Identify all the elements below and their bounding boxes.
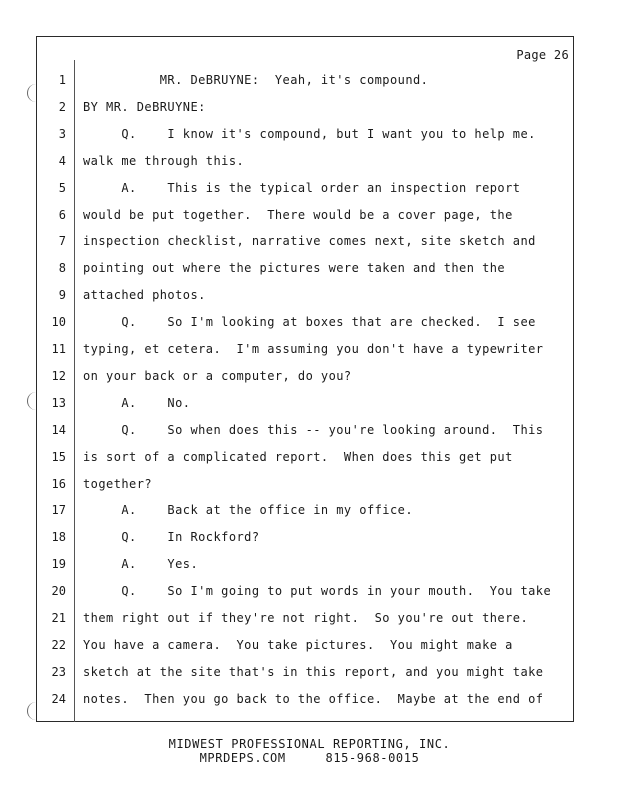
line-number: 6 <box>58 207 66 222</box>
transcript-line <box>0 71 619 89</box>
line-text: Q. So I'm going to put words in your mouth. You take <box>83 584 552 599</box>
line-text: You have a camera. You take pictures. You might make a <box>83 637 513 652</box>
line-number: 14 <box>51 422 66 437</box>
transcript-line <box>0 98 619 116</box>
footer-website: MPRDEPS.COM <box>199 751 286 765</box>
transcript-line <box>0 394 619 412</box>
transcript-line <box>0 528 619 546</box>
line-text: A. Yes. <box>83 557 199 572</box>
line-number: 21 <box>51 611 66 625</box>
transcript-line <box>0 421 619 439</box>
line-text: A. No. <box>83 395 191 410</box>
line-text: typing, et cetera. I'm assuming you don't have a typewriter <box>83 342 544 356</box>
line-text: sketch at the site that's in this report, and you might take <box>83 664 544 679</box>
line-number: 11 <box>51 342 66 356</box>
line-text: on your back or a computer, do you? <box>83 368 352 383</box>
line-text: MR. DeBRUYNE: Yeah, it's compound. <box>83 73 429 87</box>
line-number: 13 <box>51 395 66 410</box>
transcript-line <box>0 448 619 466</box>
footer-contact <box>0 751 619 765</box>
line-number: 16 <box>51 476 66 491</box>
transcript-line <box>0 367 619 385</box>
line-number: 15 <box>51 449 66 464</box>
transcript-line <box>0 582 619 600</box>
transcript-line <box>0 609 619 627</box>
line-number: 19 <box>51 557 66 572</box>
page-number: Page 26 <box>516 48 569 62</box>
line-text: is sort of a complicated report. When does this get put <box>83 449 513 464</box>
transcript-line <box>0 501 619 519</box>
line-number: 18 <box>51 530 66 545</box>
line-text: Q. So when does this -- you're looking around. This <box>83 422 544 437</box>
line-text: together? <box>83 476 153 491</box>
line-text: BY MR. DeBRUYNE: <box>83 99 206 114</box>
line-number: 24 <box>51 691 66 706</box>
transcript-line <box>0 555 619 573</box>
line-text: would be put together. There would be a cover page, the <box>83 207 513 222</box>
line-number: 7 <box>58 234 66 249</box>
transcript-line <box>0 179 619 197</box>
line-number: 9 <box>58 288 66 303</box>
transcript-line <box>0 152 619 170</box>
line-number: 8 <box>58 261 66 276</box>
transcript-line <box>0 663 619 681</box>
line-number: 3 <box>58 126 66 141</box>
line-number: 10 <box>51 315 66 330</box>
line-number: 17 <box>51 503 66 518</box>
line-text: pointing out where the pictures were taken and then the <box>83 261 506 276</box>
line-text: attached photos. <box>83 288 206 303</box>
line-text: Q. I know it's compound, but I want you to help me. <box>83 126 536 141</box>
line-number: 2 <box>58 99 66 114</box>
line-text: A. Back at the office in my office. <box>83 503 414 518</box>
transcript-line <box>0 313 619 331</box>
transcript-line <box>0 690 619 708</box>
line-number: 5 <box>58 180 66 195</box>
transcript-line <box>0 636 619 654</box>
line-number: 20 <box>51 584 66 599</box>
footer-phone: 815-968-0015 <box>325 751 420 765</box>
transcript-line <box>0 286 619 304</box>
line-number: 4 <box>58 153 66 168</box>
line-text: Q. So I'm looking at boxes that are checked. I see <box>83 315 536 330</box>
transcript-line <box>0 232 619 250</box>
transcript-line <box>0 340 619 358</box>
line-text: A. This is the typical order an inspection report <box>83 180 521 195</box>
line-text: notes. Then you go back to the office. Maybe at the end of <box>83 691 544 706</box>
line-text: walk me through this. <box>83 153 245 168</box>
line-text: them right out if they're not right. So you're out there. <box>83 611 529 625</box>
line-number: 1 <box>58 73 66 87</box>
transcript-line <box>0 259 619 277</box>
line-number: 23 <box>51 664 66 679</box>
transcript-line <box>0 206 619 224</box>
line-number: 22 <box>51 637 66 652</box>
transcript-line <box>0 475 619 493</box>
transcript-line <box>0 125 619 143</box>
line-number: 12 <box>51 368 66 383</box>
line-text: Q. In Rockford? <box>83 530 260 545</box>
footer-company: MIDWEST PROFESSIONAL REPORTING, INC. <box>168 737 451 751</box>
line-text: inspection checklist, narrative comes next, site sketch and <box>83 234 536 249</box>
